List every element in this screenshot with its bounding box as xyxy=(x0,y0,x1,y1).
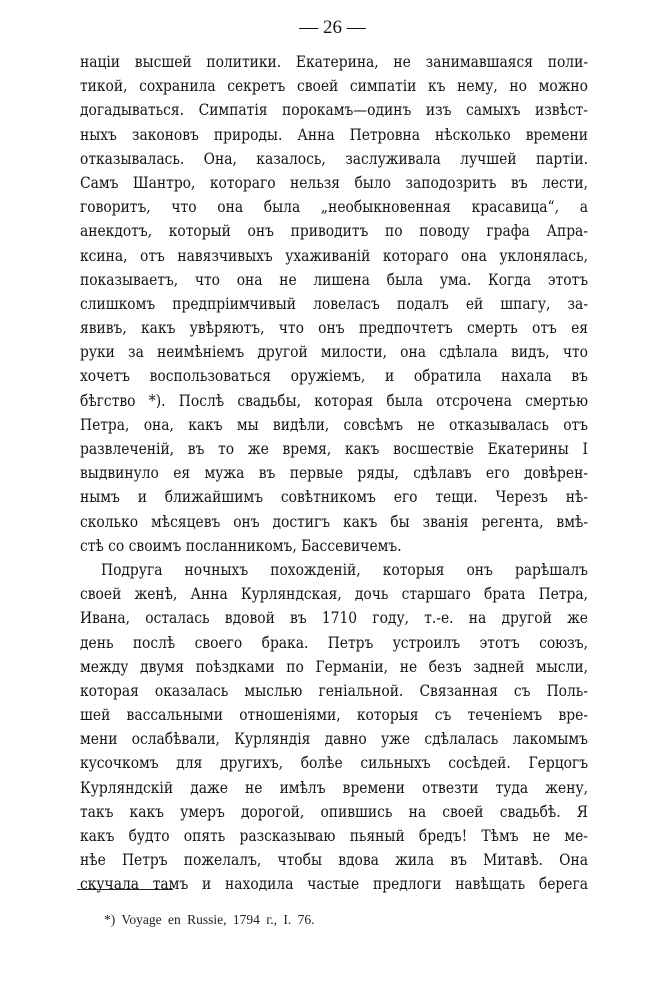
text-line: сколько мѣсяцевъ онъ достигъ какъ бы званія регента, вмѣ- xyxy=(80,512,588,531)
text-line: шей вассальными отношеніями, которыя съ теченіемъ вре- xyxy=(80,706,588,725)
text-line: выдвинуло ея мужа въ первые ряды, сдѣлавъ его довѣрен- xyxy=(80,464,588,483)
text-line: руки за неимѣніемъ другой милости, она сдѣлала видъ, что xyxy=(80,343,588,362)
text-line: такъ какъ умеръ дорогой, опившись на своей свадьбѣ. Я xyxy=(80,802,588,821)
text-line: отказывалась. Она, казалось, заслуживала лучшей партіи. xyxy=(80,149,588,168)
footnote-divider xyxy=(77,889,173,890)
text-line: развлеченій, въ то же время, какъ восшествіе Екатерины I xyxy=(80,440,588,458)
footnote: *) Voyage en Russie, 1794 г., I. 76. xyxy=(104,912,315,927)
text-line: между двумя поѣздками по Германіи, не безъ задней мысли, xyxy=(80,657,588,676)
text-line: ксина, отъ навязчивыхъ ухаживаній котораго она уклонялась, xyxy=(80,246,588,265)
text-line: слишкомъ предпріимчивый ловеласъ подалъ ей шпагу, за- xyxy=(80,294,588,313)
text-line: нымъ и ближайшимъ совѣтникомъ его тещи. Черезъ нѣ- xyxy=(80,488,588,507)
text-line: явивъ, какъ увѣряютъ, что онъ предпочтетъ смерть отъ ея xyxy=(80,319,588,338)
text-line: день послѣ своего брака. Петръ устроилъ этотъ союзъ, xyxy=(80,633,588,652)
text-line: скучала тамъ и находила частые предлоги навѣщать берега xyxy=(80,875,588,894)
text-line: стѣ со своимъ посланникомъ, Бассевичемъ. xyxy=(80,536,402,555)
text-line: Курляндскій даже не имѣлъ времени отвезти туда жену, xyxy=(80,778,588,797)
text-line: націи высшей политики. Екатерина, не занимавшаяся поли- xyxy=(80,53,588,71)
body-text xyxy=(80,50,588,897)
text-line: какъ будто опять разсказываю пьяный бредъ! Тѣмъ не ме- xyxy=(80,827,588,845)
text-line: бѣгство *). Послѣ свадьбы, которая была отсрочена смертью xyxy=(80,391,588,410)
text-line: показываетъ, что она не лишена была ума. Когда этотъ xyxy=(80,270,588,289)
text-line: которая оказалась мыслью геніальной. Связанная съ Поль- xyxy=(80,681,588,700)
text-line: Подруга ночныхъ похожденій, которыя онъ рарѣшалъ xyxy=(101,560,588,579)
text-line: своей женѣ, Анна Курляндская, дочь старшаго брата Петра, xyxy=(80,585,588,604)
text-line: ныхъ законовъ природы. Анна Петровна нѣсколько времени xyxy=(80,125,588,144)
text-line: Петра, она, какъ мы видѣли, совсѣмъ не отказывалась отъ xyxy=(80,415,588,434)
text-line: нѣе Петръ пожелалъ, чтобы вдова жила въ Митавѣ. Она xyxy=(80,851,588,870)
page-number: — 26 — xyxy=(299,17,366,38)
text-line: тикой, сохранила секретъ своей симпатіи къ нему, но можно xyxy=(80,77,588,96)
text-line: говоритъ, что она была „необыкновенная красавица“, а xyxy=(80,198,588,217)
text-line: Самъ Шантро, котораго нельзя было заподозрить въ лести, xyxy=(80,173,588,192)
text-line: догадываться. Симпатія порокамъ—одинъ изъ самыхъ извѣст- xyxy=(80,101,588,120)
text-line: мени ослабѣвали, Курляндія давно уже сдѣлалась лакомымъ xyxy=(80,730,588,749)
text-line: анекдотъ, который онъ приводитъ по поводу графа Апра- xyxy=(80,222,588,241)
text-line: Ивана, осталась вдовой въ 1710 году, т.-е. на другой же xyxy=(80,609,588,628)
text-line: хочетъ воспользоваться оружіемъ, и обратила нахала въ xyxy=(80,367,588,386)
text-line: кусочкомъ для другихъ, болѣе сильныхъ сосѣдей. Герцогъ xyxy=(80,754,588,773)
